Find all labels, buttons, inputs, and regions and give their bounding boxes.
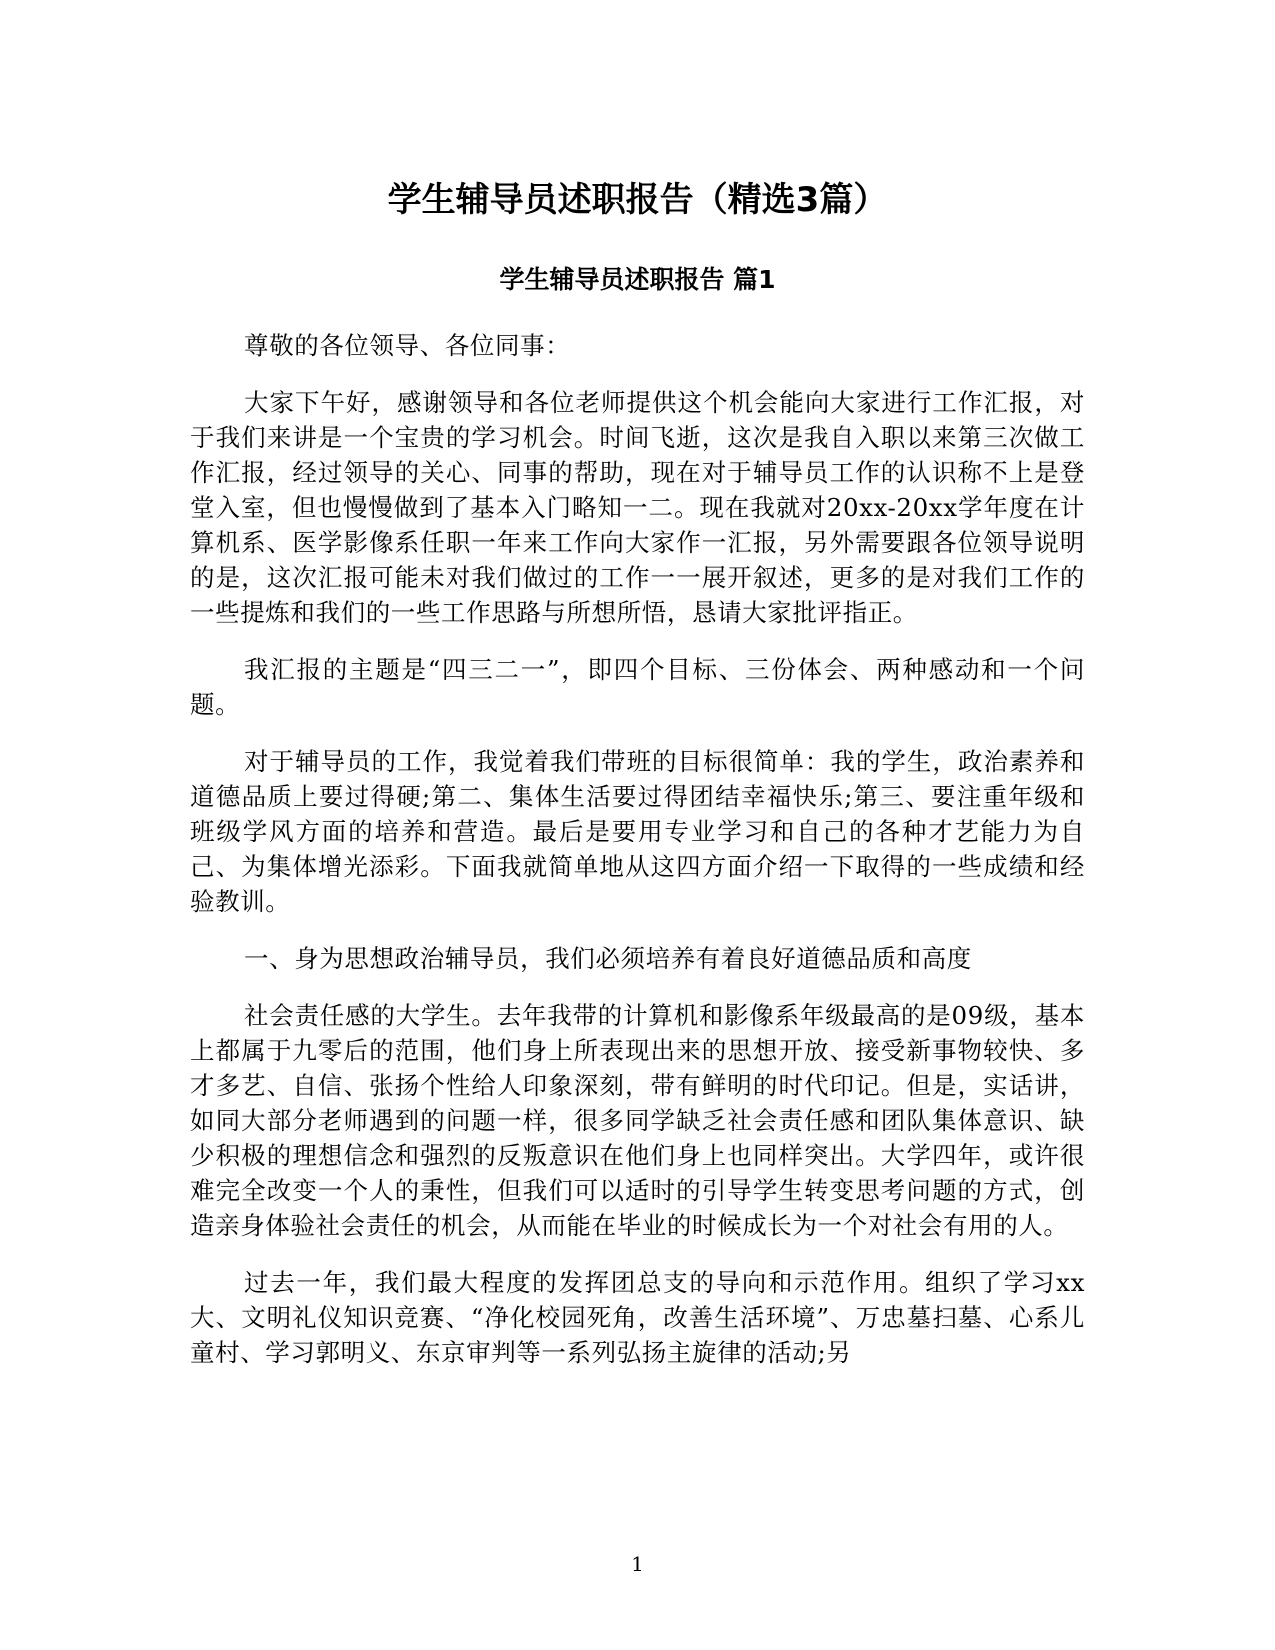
document-title: 学生辅导员述职报告（精选3篇） bbox=[387, 180, 888, 220]
paragraph-introduction: 大家下午好，感谢领导和各位老师提供这个机会能向大家进行工作汇报，对于我们来讲是一个宝贵的学习机会。时间飞逝，这次是我自入职以来第三次做工作汇报，经过领导的关心、同事的帮助，现在对于辅导员工作的认识称不上是登堂入室，但也慢慢做到了基本入门略知一二。现在我就对20xx-20xx学年度在计算机系、医学影像系任职一年来工作向大家作一汇报，另外需要跟各位领导说明的是，这次汇报可能未对我们做过的工作一一展开叙述，更多的是对我们工作的一些提炼和我们的一些工作思路与所想所悟，恳请大家批评指正。 bbox=[190, 388, 1085, 627]
paragraph-section-one-heading: 一、身为思想政治辅导员，我们必须培养有着良好道德品质和高度 bbox=[244, 944, 972, 973]
paragraph-goals: 对于辅导员的工作，我觉着我们带班的目标很简单：我的学生，政治素养和道德品质上要过得硬;第二、集体生活要过得团结幸福快乐;第三、要注重年级和班级学风方面的培养和营造。最后是要用专业学习和自己的各种才艺能力为自己、为集体增光添彩。下面我就简单地从这四方面介绍一下取得的一些成绩和经验教训。 bbox=[190, 747, 1085, 916]
paragraph-theme: 我汇报的主题是“四三二一”，即四个目标、三份体会、两种感动和一个问题。 bbox=[190, 655, 1085, 719]
paragraph-social-responsibility: 社会责任感的大学生。去年我带的计算机和影像系年级最高的是09级，基本上都属于九零后的范围，他们身上所表现出来的思想开放、接受新事物较快、多才多艺、自信、张扬个性给人印象深刻，带有鲜明的时代印记。但是，实话讲，如同大部分老师遇到的问题一样，很多同学缺乏社会责任感和团队集体意识、缺少积极的理想信念和强烈的反叛意识在他们身上也同样突出。大学四年，或许很难完全改变一个人的秉性，但我们可以适时的引导学生转变思考问题的方式，创造亲身体验社会责任的机会，从而能在毕业的时候成长为一个对社会有用的人。 bbox=[190, 1001, 1085, 1240]
document-body bbox=[190, 328, 1085, 1392]
section-title: 学生辅导员述职报告 篇1 bbox=[499, 265, 776, 294]
paragraph-past-year: 过去一年，我们最大程度的发挥团总支的导向和示范作用。组织了学习xx大、文明礼仪知识竞赛、“净化校园死角，改善生活环境”、万忠墓扫墓、心系儿童村、学习郭明义、东京审判等一系列弘扬主旋律的活动;另 bbox=[190, 1268, 1085, 1367]
page-number: 1 bbox=[631, 1552, 644, 1576]
paragraph-salutation: 尊敬的各位领导、各位同事： bbox=[244, 331, 571, 360]
